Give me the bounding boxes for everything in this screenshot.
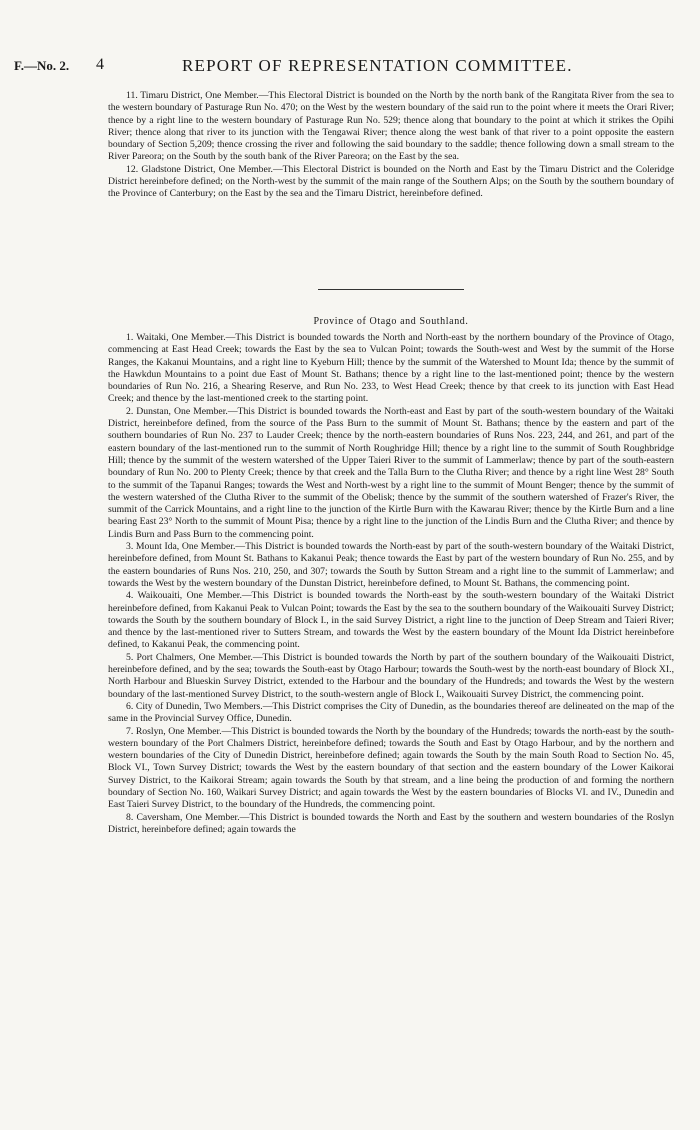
otago-section (108, 332, 674, 836)
page-number: 4 (96, 56, 104, 73)
paragraph-gladstone: 12. Gladstone District, One Member.—This Electoral District is bounded on the North and East by the Timaru District and the Coleridge District hereinbefore defined; on the North-west by the summit of the main range of the Southern Alps; on the South by the southern boundary of the Province of Canterbury; on the East by the sea and the Timaru District, hereinbefore defined. (108, 163, 674, 200)
section-heading-text: Province of Otago and Southland. (313, 316, 469, 327)
page-header (0, 56, 700, 80)
paragraph-timaru: 11. Timaru District, One Member.—This Electoral District is bounded on the North by the north bank of the Rangitata River from the sea to the western boundary of Pasturage Run No. 470; on the West by the western boundary of the said run to the point where it meets the Orari River; thence by a right line to the western boundary of Pasturage Run No. 529; thence along that boundary to the point at which it strikes the Opihi River; thence along that river to its junction with the Tengawai River; thence along the west bank of that river to a point opposite the eastern boundary of Section 5,209; thence crossing the river and following the said boundary to the saddle; thence following down a small stream to the River Pareora; on the South by the south bank of the River Pareora; on the East by the sea. (108, 90, 674, 163)
paragraph-roslyn: 7. Roslyn, One Member.—This District is bounded towards the North by the boundary of the Hundreds; towards the north-east by the south-western boundary of the Port Chalmers District, hereinbefore defined; towards the South and East by Otago Harbour, and by the northern and western boundaries of the City of Dunedin District, hereinbefore defined; again towards the South by the main South Road to Section No. 45, Block VI., Town Survey District; towards the West by the eastern boundary of that section and the eastern boundary of the Lower Kaikorai Survey District, to the Kaikorai Stream; again towards the South by that stream, and a line being the production of and forming the northern boundary of Section No. 160, Waikari Survey District; and again towards the West by the eastern boundaries of Blocks VI. and IV., Dunedin and East Taieri Survey District, to the boundary of the Hundreds, the commencing point. (108, 725, 674, 811)
section-divider (318, 289, 464, 290)
paragraph-waitaki: 1. Waitaki, One Member.—This District is bounded towards the North and North-east by the northern boundary of the Province of Otago, commencing at East Head Creek; towards the East by the sea to Vulcan Point; towards the South-west and West by the summit of the Horse Ranges, the Kakanui Mountains, and a right line to Kyeburn Hill; thence by the summit of the Watershed to Mount Ida; thence by the summit of the Hawkdun Mountains to a point due East of Mount St. Bathans; thence by a right line to the last-mentioned point; thence by the western boundaries of Run No. 216, a Shearing Reserve, and Run No. 233, to West Head Creek; thence by that creek to its junction with East Head Creek; and thence by the last-mentioned creek to the starting point. (108, 332, 674, 405)
canterbury-section (108, 90, 674, 201)
paragraph-caversham: 8. Caversham, One Member.—This District is bounded towards the North and East by the southern and western boundaries of the Roslyn District, hereinbefore defined; again towards the (108, 811, 674, 835)
paragraph-dunstan: 2. Dunstan, One Member.—This District is bounded towards the North-east and East by part of the south-western boundary of the Waitaki District, hereinbefore defined, from the source of the Pass Burn to the summit of Mount St. Bathans; thence by the eastern and part of the southern boundaries of Run No. 237 to Lauder Creek; thence by the north-eastern boundaries of Runs Nos. 223, 244, and 261, and part of the eastern boundary of the last-mentioned run to the summit of North Roughridge Hill; thence by a right line to the summit of South Roughbridge Hill; thence by the summit of the western watershed of the Upper Taieri River to the summit of Lammerlaw; thence by part of the south-eastern boundary of Run No. 200 to Plenty Creek; thence by that creek and the Talla Burn to the Clutha River; and thence by a right line West 28° South to the summit of the Tapanui Ranges; towards the West and North-west by a right line to the summit of Mount Benger; thence by the summit of the western watershed of the Clutha River to the summit of the Obelisk; thence by the summit of the southern watershed of Frazer's River, the summit of the Carrick Mountains, and a right line to the junction of the Kirtle Burn with the Kawarau River; thence by the Kirtle Burn and a line bearing East 23° North to the summit of Mount Pisa; thence by a right line to the junction of the Lindis Burn and the Clutha River; and thence by Lindis Burn and Pass Burn to the commencing point. (108, 405, 674, 540)
paragraph-waikouaiti: 4. Waikouaiti, One Member.—This District is bounded towards the North-east by the south-western boundary of the Waitaki District hereinbefore defined, from Kakanui Peak to Vulcan Point; towards the East by the sea to the southern boundary of the Waikouaiti Survey District; towards the South by the southern boundary of Block I., in the said Survey District, a right line to the junction of Deep Stream and Taieri River; and thence by the last-mentioned river to Sutters Stream, and towards the West by the eastern boundary of the Mount Ida District hereinbefore defined, to Kakanui Peak, the commencing point. (108, 590, 674, 651)
paragraph-port-chalmers: 5. Port Chalmers, One Member.—This District is bounded towards the North by part of the southern boundary of the Waikouaiti District, hereinbefore defined, and by the sea; towards the South-east by Otago Harbour; towards the South-west by the north-east boundary of Block XI., North Harbour and Blueskin Survey District, extended to the Harbour and the boundary of the Hundreds; and towards the West by the western boundary of the last-mentioned Survey District, to the south-western angle of Block I., Waikouaiti Survey District, the commencing point. (108, 651, 674, 700)
paragraph-mount-ida: 3. Mount Ida, One Member.—This District is bounded towards the North-east by part of the south-western boundary of the Waitaki District, hereinbefore defined, from Mount St. Bathans to Kakanui Peak; thence towards the East by part of the western boundary of Run No. 255, and by the eastern boundaries of Runs Nos. 210, 250, and 307; towards the South by Sutton Stream and a right line to the summit of Lammerlaw; and towards the West by the western boundary of the Dunstan District, hereinbefore defined, to Mount St. Bathans, the commencing point. (108, 541, 674, 589)
running-title: REPORT OF REPRESENTATION COMMITTEE. (182, 56, 573, 75)
section-heading (108, 316, 674, 327)
paragraph-city-of-dunedin: 6. City of Dunedin, Two Members.—This District comprises the City of Dunedin, as the boundaries thereof are delineated on the map of the same in the Provincial Survey Office, Dunedin. (108, 700, 674, 725)
document-reference: F.—No. 2. (14, 58, 70, 73)
